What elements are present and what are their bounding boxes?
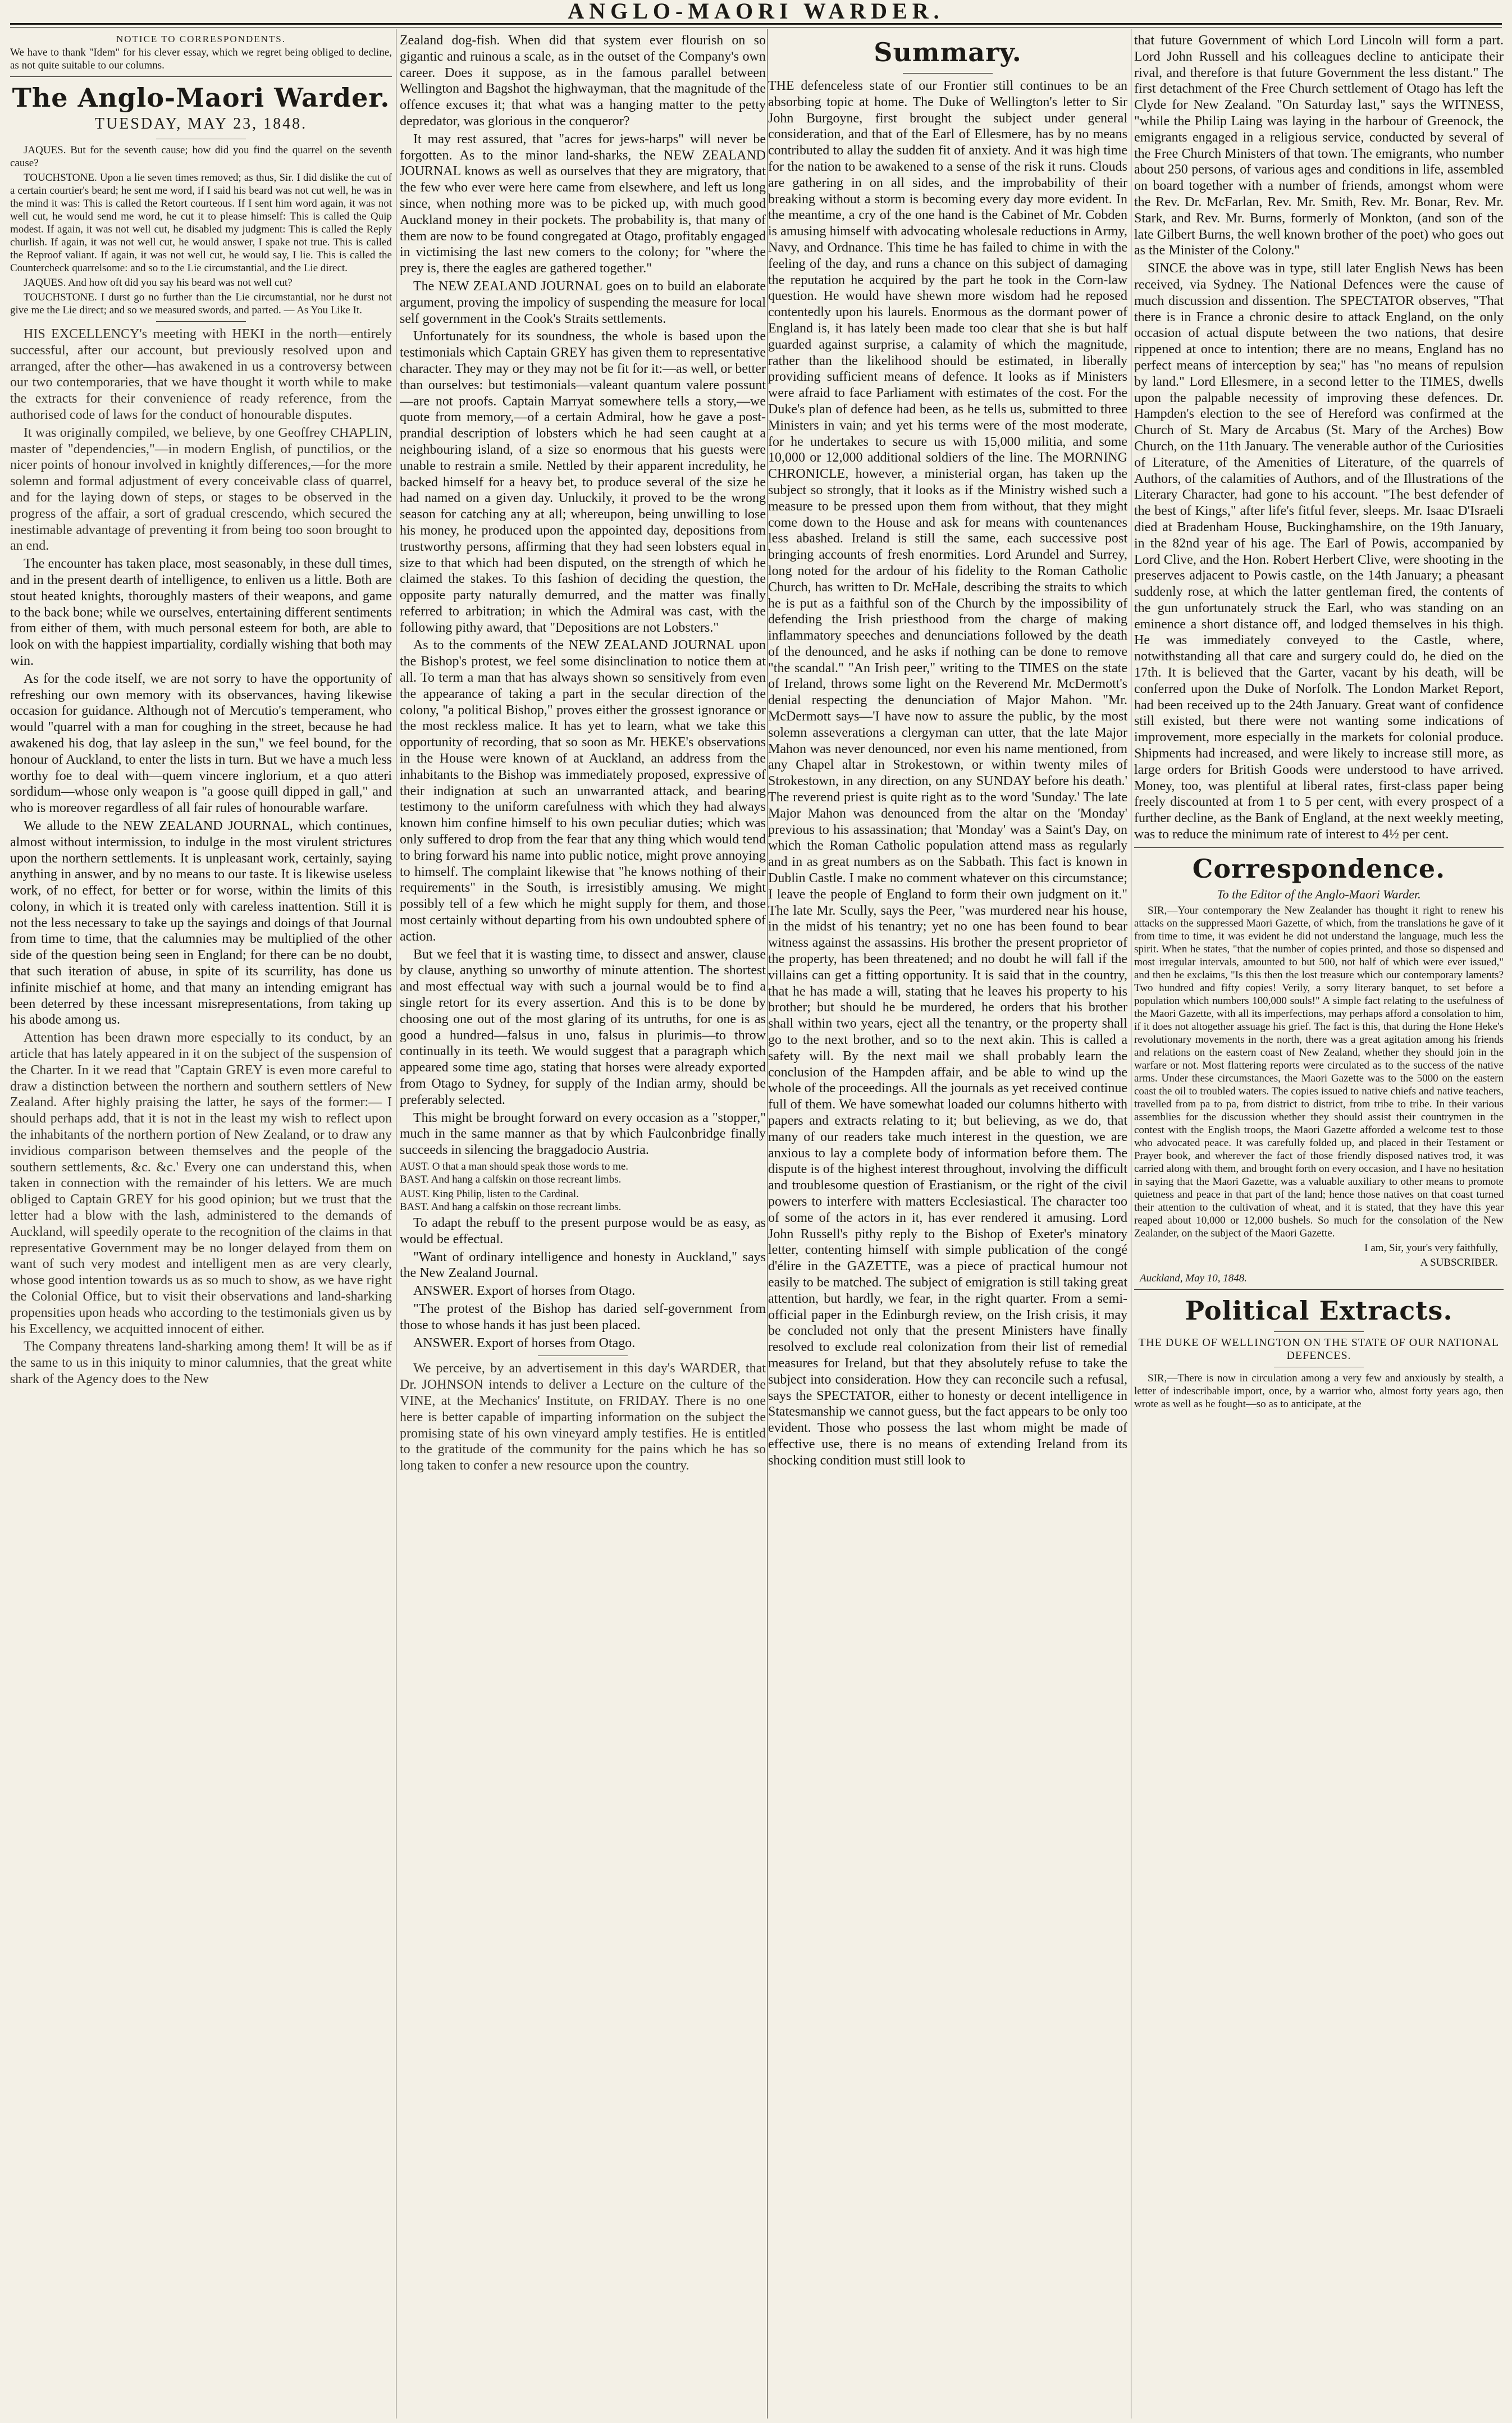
epigraph-line: JAQUES. And how oft did you say his beard was not well cut? <box>24 277 293 289</box>
section-rule <box>1134 847 1504 848</box>
article-paragraph: As for the code itself, we are not sorry to have the opportunity of refreshing our own memory with its observances, having likewise occasion for guidance. Although not of Mercutio's temperament, who would "quarrel with a man for coughing in the street, because he had awakened his dog, that lay asleep in the sun," we feel bound, for the honour of Auckland, to enter the lists in turn. But we have a much less worthy foe to deal with—quem vincere inglorium, et a quo atteri sordidum—whose only weapon is "a goose quill dipped in gall," and who is moreover regardless of all fair rules of honourable warfare. <box>10 671 392 816</box>
article-paragraph: "The protest of the Bishop has daried self-government from those to whose hands it has just been placed. <box>400 1301 766 1333</box>
article-paragraph: We perceive, by an advertisement in this day's WARDER, that Dr. JOHNSON intends to deliver a Lecture on the culture of the VINE, at the Mechanics' Institute, on FRIDAY. There is no one here is better capable of imparting information on the subject the promising state of his own vineyard amply testifies. He is entitled to the gratitude of the community for the pains which he has so long taken to confer a new resource upon the country. <box>400 1361 766 1473</box>
article-paragraph: Zealand dog-fish. When did that system ever flourish on so gigantic and ruinous a scale, as in the outset of the Company's own career. Does it suppose, as in the famous parallel between Wellington and Bagshot the highwayman, that the magnitude of the offence excuses it; that what was a hanging matter to the petty depredator, was glorious in the conqueror? <box>400 33 766 129</box>
political-extracts-body: SIR,—There is now in circulation among a very few and anxiously by stealth, a letter of indescribable import, once, by a warrior who, almost forty years ago, then wrote as well as he fought—so as to anticipate, at the <box>1134 1372 1504 1410</box>
article-paragraph: It may rest assured, that "acres for jews-harps" will never be forgotten. As to the minor land-sharks, the NEW ZEALAND JOURNAL knows as well as ourselves that they are migratory, that the few who ever were here came from elsewhere, and left us long since, when nothing more was to be picked up, with much good Auckland money in their pockets. The probability is, that many of them are now to be found congregated at Otago, profitably engaged in victimising the last new comers to the colony; for "where the prey is, there the eagles are gathered together." <box>400 131 766 276</box>
epigraph-line: TOUCHSTONE. Upon a lie seven times removed; as thus, Sir. I did dislike the cut of a certain courtier's beard; he sent me word, if I said his beard was not cut well, he was in the mind it was: This is called the Retort courteous. If I sent him word again, it was not well cut, he would send me word, he cut it to please himself: This is called the Quip modest. If again, it was not well cut, he disabled my judgment: This is called the Reply churlish. If again, it was not well cut, he would answer, I spake not true. This is called the Reproof valiant. If again, it was not well cut, he would say, I lie. This is called the Countercheck quarrelsome: and so to the Lie circumstantial, and the Lie direct. <box>10 172 392 274</box>
column-1 <box>10 33 392 2416</box>
issue-date: TUESDAY, MAY 23, 1848. <box>94 115 308 133</box>
summary-text: THE defenceless state of our Frontier still continues to be an absorbing topic at home. The Duke of Wellington's letter to Sir John Burgoyne, first brought the subject under general consideration, and that of the Earl of Ellesmere, has by no means contributed to allay the sudden fit of anxiety. And it was high time for the nation to be awakened to a sense of the risk it runs. Clouds are gathering in on all sides, and the improbability of their breaking without a storm is becoming every day more evident. In the meantime, a cry of the one hand is the Cabinet of Mr. Cobden is amusing himself with advocating wholesale reductions in Army, Navy, and Ordnance. This time he has failed to chime in with the feeling of the day, and runs a chance on this subject of damaging the reputation he acquired by the part he took in the Corn-law question. He would have shewn more wisdom had he reposed contentedly upon his laurels. Enormous as the dormant power of England is, it has lately been made too clear that she is but half guarded against surprise, a calamity of which the magnitude, rather than the likelihood should be estimated, in liberally providing sufficient means of defence. It looks as if Ministers were afraid to face Parliament with estimates of the cost. For the Duke's plan of defence had been, as he tells us, submitted to three Ministers in vain; and yet his terms were of the most moderate, for he undertakes to secure us with 15,000 militia, and some 10,000 or 12,000 additional soldiers of the line. The MORNING CHRONICLE, however, a ministerial organ, has taken up the subject so strongly, that it looks as if the Ministry wished such a measure to be pressed upon them from without, that they might come down to the House and ask for means with countenances less abashed. Ireland is still the same, each successive post bringing accounts of fresh enormities. Lord Arundel and Surrey, long noted for the ardour of his fidelity to the Roman Catholic Church, has written to Dr. McHale, describing the straits to which he is put as a faithful son of the Church by the impossibility of defending the Irish priesthood from the charge of making inflammatory speeches and denunciations followed by the death of the denounced, and he asks if nothing can be done to remove "the scandal." "An Irish peer," writing to the TIMES on the state of Ireland, throws some light on the Reverend Mr. McDermott's denial respecting the denunciation of Major Mahon. "Mr. McDermott says—'I have now to assure the public, by the most solemn asseverations a clergyman can utter, that the late Major Mahon was never denounced, nor even his name mentioned, from any Chapel altar in Strokestown, or within twenty miles of Strokestown, in any direction, on any SUNDAY before his death.' The reverend priest is quite right as to the word 'Sunday.' The late Major Mahon was denounced from the altar on the 'Monday' previous to his assassination; that 'Monday' was a Saint's Day, on which the Roman Catholic population attend mass as regularly and in as great numbers as on the Sabbath. This fact is known in Dublin Castle. I make no comment whatever on this circumstance; I leave the people of England to form their own judgment on it." The late Mr. Scully, says the Peer, "was murdered near his house, in the midst of his tenantry; yet no one has been found to bear witness against the assassins. His brother the present proprietor of the property, has been threatened; and no doubt he will fall if the villains can get a fitting opportunity. It is said that in the country, that he has made a will, stating that he leaves his property to his brother; but should he be murdered, he orders that his brother shall within two years, eject all the tenantry, or the property shall go to the next brother, and so to the next akin. This is called a safety will. By the next mail we shall probably learn the conclusion of the Hampden affair, and be able to wind up the whole of the proceedings. All the journals as yet received continue full of them. We have somewhat loaded our columns hitherto with papers and extracts relating to it; but believing, as we do, that many of our readers take much interest in the question, we are anxious to lay a complete body of information before them. The dispute is of the highest interest throughout, involving the difficult and troublesome question of Erastianism, or the right of the civil powers to interfere with matters Ecclesiastical. The character too of some of the actors in it, has ever rendered it amusing. Lord John Russell's pithy reply to the Bishop of Exeter's minatory letter, contenting himself with simple publication of the congé d'élire in the GAZETTE, was a piece of practical humour not easily to be matched. The subject of emigration is still taking great attention, but hardly, we fear, in the right quarter. From a semi-official paper in the Edinburgh review, on the Irish crisis, it may be concluded not only that the present Ministers have finally resolved to exclude real colonization from their list of remedial measures for Ireland, but that they absolutely refuse to take the subject into consideration. How they can reconcile such a refusal, says the SPECTATOR, either to honesty or decent intelligence in Statesmanship we cannot guess, but the fact appears to be only too evident. Those who possess the last whom might be made of effective use, there is no means of extending Ireland from its shocking condition must still look to <box>768 79 1127 1468</box>
section-rule <box>1274 1331 1364 1332</box>
article-paragraph: But we feel that it is wasting time, to dissect and answer, clause by clause, anything so unworthy of minute attention. The shortest and most effectual way with such a journal would be to find a single retort for its every assertion. And this is to be done by choosing one out of the most glaring of its untruths, for one is as good a hundred—falsus in uno, falsus in plurimis—to throw continually in its teeth. We would suggest that a paragraph which appeared some time ago, stating that horses were already exported from Otago to Sydney, for supply of the Indian army, should be preferably selected. <box>400 947 766 1107</box>
notice-title: NOTICE TO CORRESPONDENTS. <box>116 34 286 44</box>
political-extracts-subheading: THE DUKE OF WELLINGTON ON THE STATE OF OUR NATIONAL DEFENCES. <box>1138 1336 1500 1362</box>
article-paragraph: To adapt the rebuff to the present purpose would be as easy, as would be effectual. <box>400 1215 766 1247</box>
article-paragraph: Attention has been drawn more especially to its conduct, by an article that has lately appeared in it on the subject of the suspension of the Charter. In it we read that "Captain GREY is even more careful to draw a distinction between the northern and southern settlers of New Zealand. After highly praising the latter, he says of the former:— I should perhaps add, that it is not in the least my wish to reflect upon the inhabitants of the northern portion of New Zealand, or to draw any invidious comparison between themselves and the people of the southern settlements, &c. &c.' Every one can understand this, when taken in connection with the remainder of his letters. We are much obliged to Captain GREY for his good opinion; but we trust that the letter had a blow with the lash, administered to the demands of Auckland, will speedily operate to the recognition of the claims in that representative Government may be no longer delayed from them on want of such very modest and intelligent men as are very clearly, whose good intention towards us as so much to show, as we have right the Colonial Office, but to visit their observations and land-sharking propensities upon heads who according to the testimonials given us by his Excellency, we acquitted innocent of either. <box>10 1030 392 1336</box>
article-paragraph: "Want of ordinary intelligence and honesty in Auckland," says the New Zealand Journal. <box>400 1249 766 1281</box>
letter-body: SIR,—Your contemporary the New Zealander has thought it right to renew his attacks on the suppressed Maori Gazette, of which, from the translations he gave of it from time to time, it was evident he did not understand the language, much less the spirit. When he states, "that the number of copies printed, and those so dispensed and most irregular intervals, amounted to but 500, not half of which were ever issued," and then he exclaims, "Is this then the lost treasure which our contemporary laments? Two hundred and fifty copies! Verily, a sorry literary banquet, to set before a population which numbers 100,000 souls!" A simple fact relating to the usefulness of the Maori Gazette, with all its imperfections, may perhaps afford a consolation to him, if it does not altogether assuage his grief. The fact is this, that during the Hone Heke's revolutionary movements in the north, there was a great agitation among his friends and relations on the eastern coast of New Zealand, whether they should join in the warfare or not. Most flattering reports were circulated as to the success of the native arms. Under these circumstances, the Maori Gazette was to the 5000 on the eastern coast the oil to troubled waters. The copies issued to native chiefs and native teachers, travelled from pa to pa, from district to district, from tribe to tribe. In their various assemblies for the discussion whether they should assist their countrymen in the contest with the English troops, the Maori Gazette afforded a welcome test to those who advocated peace. It was carefully folded up, and placed in their Testament or Prayer book, and wherever the fact of those friendly disposed natives trod, it was carried along with them, and brought forth on every occasion, and I have no hesitation in saying that the Maori Gazette, was a valuable auxiliary to other means to promote quietness and peace in that part of the land; hence those natives on that coast turned their attention to the cultivation of wheat, and it is stated, that they have this year reaped about 10,000 or 12,000 bushels. So much for the consolation of the New Zealander, on the subject of the Maori Gazette. <box>1134 904 1504 1239</box>
epigraph-line: JAQUES. But for the seventh cause; how did you find the quarrel on the seventh cause? <box>10 144 392 169</box>
letter-addressee: To the Editor of the Anglo-Maori Warder. <box>1217 887 1421 901</box>
article-paragraph: It was originally compiled, we believe, by one Geoffrey CHAPLIN, master of "dependencies,"—in modern English, of punctilios, or the nicer points of honour involved in knightly differences,—for the more solemn and formal adjustment of every conceivable class of quarrel, and for the laying down of steps, or stages to be observed in the progress of the affair, a sort of gradual crescendo, which secured the inestimable advantage of preventing it from being too soon brought to an end. <box>10 425 392 554</box>
political-extracts-heading: Political Extracts. <box>1185 1295 1453 1326</box>
summary-heading: Summary. <box>874 37 1022 67</box>
column-2 <box>400 33 766 2416</box>
article-paragraph: The Company threatens land-sharking among them! It will be as if the same to us in this iniquity to minor calumnies, that the great white shark of the Agency does to the New <box>10 1339 392 1386</box>
section-rule <box>903 73 993 74</box>
quoted-dialogue: AUST. King Philip, listen to the Cardinal. BAST. And hang a calfskin on those recreant limbs. <box>400 1188 622 1213</box>
article-paragraph: As to the comments of the NEW ZEALAND JOURNAL upon the Bishop's protest, we feel some disinclination to notice them at all. To term a man that has always shown so sensitively from even the appearance of taking a part in the secular direction of the colony, "a political Bishop," proves either the grossest ignorance or the most reckless malice. It has yet to learn, what we take this opportunity of recording, that so soon as Mr. HEKE's observations in the House were known of at Auckland, an address from the inhabitants to the Bishop was immediately proposed, expressive of their indignation at such an unwarranted attack, and bearing testimony to the uniform carefulness with which they had always known him confine himself to his own peculiar duties; which was only suffered to drop from the fear that any thing which would tend to bring forward his name into public notice, might prove annoying to himself. The complaint likewise that "he knows nothing of their requirements" in the South, is irresistibly amusing. We might possibly tell of a few which he might supply for them, and those most certainly without departing from his own undoubted sphere of action. <box>400 638 766 944</box>
column-3 <box>768 33 1127 2416</box>
article-paragraph: The NEW ZEALAND JOURNAL goes on to build an elaborate argument, proving the impolicy of suspending the measure for local self government in the Cook's Straits settlements. <box>400 279 766 326</box>
section-rule <box>10 76 392 77</box>
correspondence-heading: Correspondence. <box>1192 853 1446 884</box>
article-paragraph: that future Government of which Lord Lincoln will form a part. Lord John Russell and his colleagues decline to anticipate their rival, and therefore is that future Government the less distant." The first detachment of the Free Church settlement of Otago has left the Clyde for New Zealand. "On Saturday last," says the WITNESS, "while the Philip Laing was laying in the harbour of Greenock, the emigrants engaged in a religious service, conducted by several of the Free Church Ministers of that town. The emigrants, who number about 250 persons, of various ages and conditions in life, assembled on board together with a number of friends, amongst whom were the Rev. Dr. McFarlan, Rev. Mr. Smith, Rev. Mr. Bonar, Rev. Mr. Stark, and Rev. Mr. Burns, formerly of Monkton, (and son of the late Gilbert Burns, the well known brother of the poet) who goes out as the Minister of the Colony." <box>1134 33 1504 258</box>
section-rule <box>1134 1289 1504 1290</box>
masthead-rule-thin <box>10 27 1502 28</box>
article-paragraph: This might be brought forward on every occasion as a "stopper," much in the same manner as that by which Faulconbridge finally succeeds in silencing the braggadocio Austria. <box>400 1110 766 1158</box>
article-paragraph: HIS EXCELLENCY's meeting with HEKI in the north—entirely successful, after our account, but previously resolved upon and arranged, after the other—has awakened in us a controversy between our two contemporaries, that we have thought it worth while to make the extracts for their convenience of ready reference, from the authorised code of laws for the conduct of honourable disputes. <box>10 327 392 422</box>
article-paragraph: ANSWER. Export of horses from Otago. <box>413 1284 636 1299</box>
article-paragraph: Unfortunately for its soundness, the whole is based upon the testimonials which Captain GREY has given them to representative character. They may or they may not be fit for it:—as well, or better than ourselves: but testimonials—valeant quantum valere possunt—are not proofs. Captain Marryat somewhere tells a story,—we quote from memory,—of a certain Admiral, how he gave a post-prandial description of lobsters which he had seen caught at a neighbouring island, of a size so enormous that his guests were unable to restrain a smile. Nettled by their apparent incredulity, he backed himself for a heavy bet, to produce several of the size he had named on a given day. Unluckily, it proved to be the wrong season for catching any at all; whereupon, being unwilling to lose his money, he produced upon the appointed day, depositions from trustworthy persons, affirming that they had seen lobsters equal in size to that which had been disputed, on the strength of which he claimed the stakes. To this fashion of deciding the question, the opposite party naturally demurred, and the matter was finally referred to arbitration; in which the Admiral was cast, with the following pithy award, that "Depositions are not Lobsters." <box>400 329 766 635</box>
paper-title: The Anglo-Maori Warder. <box>12 83 390 113</box>
masthead-title: ANGLO-MAORI WARDER. <box>568 1 944 21</box>
epigraph-line: TOUCHSTONE. I durst go no further than the Lie circumstantial, nor he durst not give me the Lie direct; and so we measured swords, and parted. — As You Like It. <box>10 291 392 316</box>
letter-closing: I am, Sir, your's very faithfully, <box>1364 1242 1498 1254</box>
column-divider <box>767 29 768 2419</box>
column-4 <box>1134 33 1504 2416</box>
masthead-rule <box>10 23 1502 25</box>
letter-signature: A SUBSCRIBER. <box>1420 1256 1498 1268</box>
letter-place-date: Auckland, May 10, 1848. <box>1140 1272 1248 1284</box>
article-paragraph: The encounter has taken place, most seasonably, in these dull times, and in the present dearth of intelligence, to enliven us a little. Both are stout heated knights, thoroughly masters of their weapons, and game to the back bone; while we ourselves, entertaining different sentiments from either of them, with much personal esteem for both, are able to look on with the happiest impartiality, cordially wishing that both may win. <box>10 556 392 668</box>
quoted-dialogue: AUST. O that a man should speak those words to me. BAST. And hang a calfskin on those recreant limbs. <box>400 1160 629 1185</box>
article-paragraph: We allude to the NEW ZEALAND JOURNAL, which continues, almost without intermission, to indulge in the most virulent strictures upon the northern settlements. It is unpleasant work, certainly, saying anything in answer, and by no means to our taste. It is likewise useless work, of no effect, for better or for worse, within the limits of this colony, in which it is treated only with careless inattention. Still it is not the less necessary to take up the sayings and doings of that Journal from time to time, that the calumnies may be multiplied of the other side of the question being seen in England; for there can be no doubt, that such iteration of abuse, in spite of its scurrility, has done us infinite mischief at home, and that many an intending emigrant has been deterred by these incessant misrepresentations, from taking up his abode among us. <box>10 818 392 1028</box>
article-paragraph: ANSWER. Export of horses from Otago. <box>413 1335 636 1350</box>
article-paragraph: SINCE the above was in type, still later English News has been received, via Sydney. The National Defences were the cause of much discussion and dissention. The SPECTATOR observes, "That there is in France a chronic desire to attack England, on the only occasion of actual dispute between the two nations, that desire rippened at once to intention; there are no means, England has no perfect means of interception by sea;" has "no means of repulsion by land." Lord Ellesmere, in a second letter to the TIMES, dwells upon the palpable necessity of improving these defences. Dr. Hampden's election to the see of Hereford was confirmed at the Church of St. Mary de Arcabus (St. Mary of the Arches) Bow Church, on the 11th January. The venerable author of the Curiosities of Literature, of the Amenities of Literature, of the quarrels of Authors, of the calamities of Authors, and of the Illustrations of the Literary Character, had gone to his account. "The best defender of the best of Kings," after life's fitful fever, sleeps. Mr. Isaac D'Israeli died at Bradenham House, Buckinghamshire, on the 19th January, in the 82nd year of his age. The Earl of Powis, accompanied by Lord Clive, and the Hon. Robert Herbert Clive, were shooting in the preserves adjacent to Powis castle, on the 14th January; a pheasant suddenly rose, at which the latter gentleman fired, the contents of the gun unfortunately struck the Earl, who was standing on an eminence a short distance off, and lodged themselves in his thigh. He was immediately conveyed to the Castle, where, notwithstanding all that care and surgery could do, he died on the 17th. It is believed that the Garter, vacant by his death, will be conferred upon the Duke of Norfolk. The London Market Report, had been received up to the 24th January. Great want of confidence still existed, but there were not wanting some indications of improvement, more especially in the markets for colonial produce. Shipments had increased, and were likely to increase still more, as large orders for British Goods were understood to have arrived. Money, too, was plentiful at liberal rates, first-class paper being freely discounted at from 1 to 5 per cent, with every prospect of a further decline, as the Bank of England, at the next weekly meeting, was to reduce the minimum rate of interest to 4½ per cent. <box>1134 261 1504 842</box>
section-rule <box>156 321 246 322</box>
notice-body: We have to thank "Idem" for his clever essay, which we regret being obliged to decline, as not quite suitable to our columns. <box>10 47 392 71</box>
